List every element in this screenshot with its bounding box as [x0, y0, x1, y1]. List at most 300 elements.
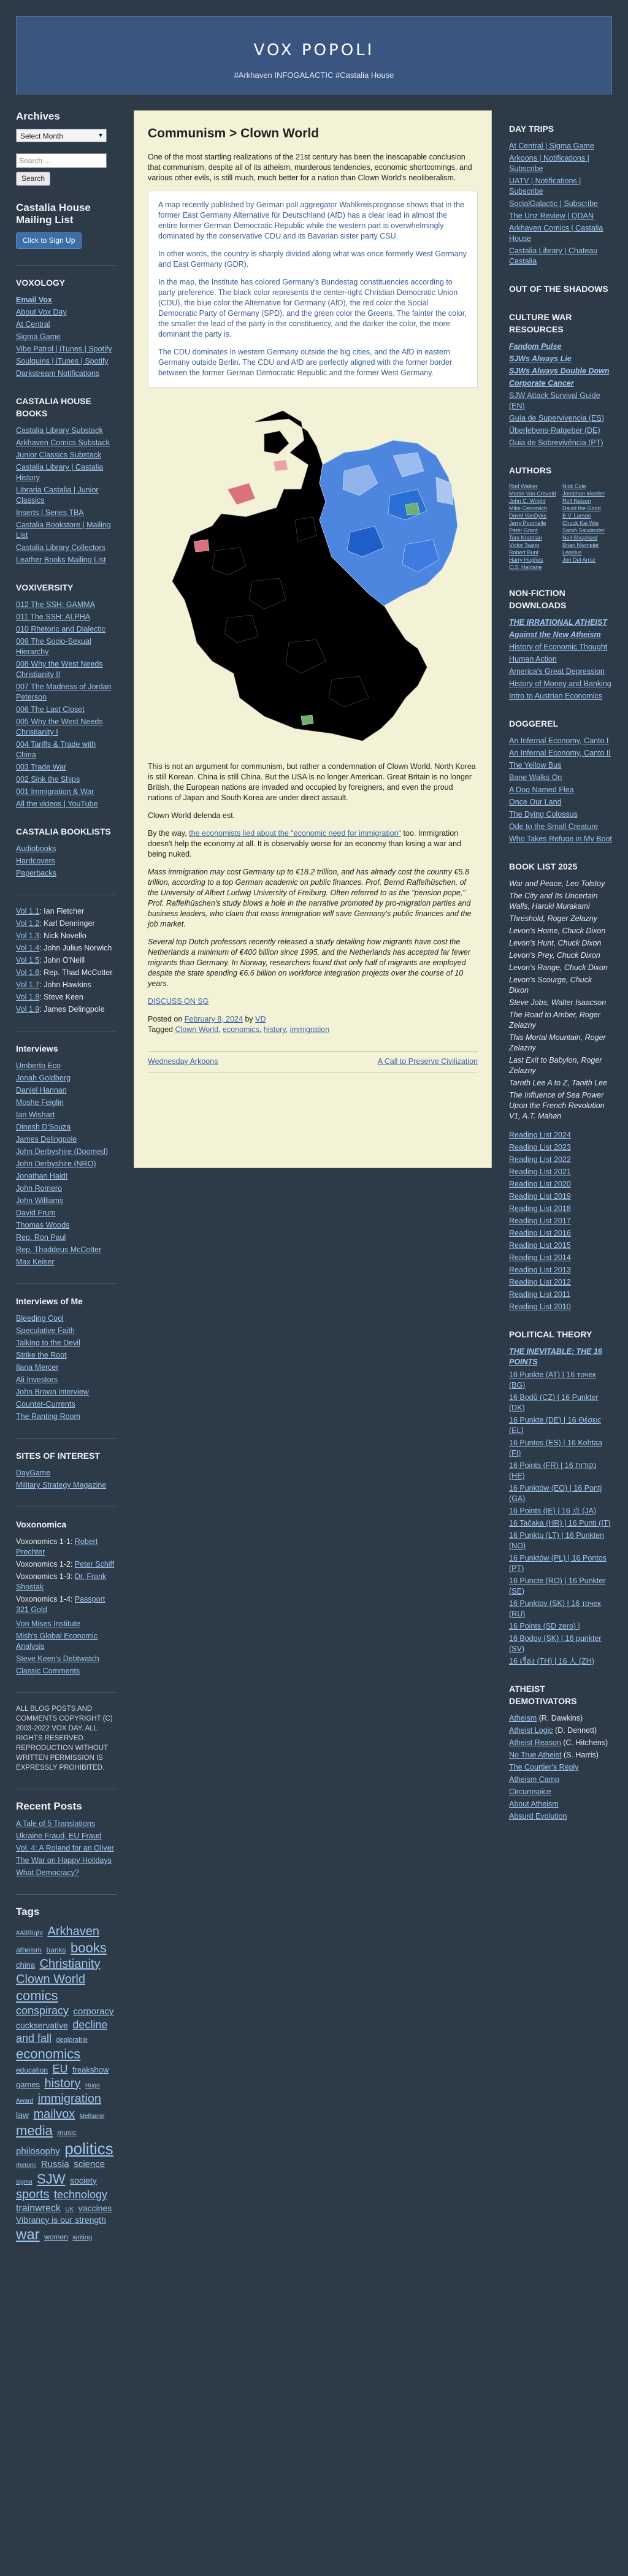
tag-link[interactable]: UK — [65, 2206, 74, 2213]
demotivator-link[interactable]: Atheism — [509, 1714, 537, 1722]
site-link[interactable]: DayGame — [16, 1469, 51, 1477]
sixteen-points-link[interactable]: 16 Points (SD zero) | — [509, 1622, 580, 1630]
sixteen-points-link[interactable]: 16 Bodů (CZ) | 16 Punkter (DK) — [509, 1393, 599, 1412]
interview-link[interactable]: Moshe Feiglin — [16, 1098, 64, 1107]
interview-link[interactable]: John Williams — [16, 1196, 64, 1205]
voxology-link[interactable]: At Central — [16, 320, 50, 329]
tag-link[interactable]: society — [70, 2175, 97, 2185]
voxiversity-link[interactable]: 008 Why the West Needs Christianity II — [16, 660, 103, 679]
demotivator-link[interactable]: No True Atheist — [509, 1751, 562, 1759]
divider — [16, 1283, 117, 1284]
books-item — [16, 508, 117, 518]
text: by — [242, 1015, 256, 1023]
culture-link[interactable]: Guía de Supervivencia (ES) — [509, 414, 604, 422]
voxiversity-link[interactable]: 003 Trade War — [16, 763, 67, 771]
nonfiction-link[interactable]: History of Economic Thought — [509, 643, 608, 651]
volume-link[interactable]: Vol 1.1 — [16, 907, 40, 915]
interview-item — [16, 1183, 117, 1194]
volume-link[interactable]: Vol 1.2 — [16, 919, 40, 928]
nonfiction-link[interactable]: History of Money and Banking — [509, 679, 611, 688]
interview-link[interactable]: John Derbyshire (NRO) — [16, 1160, 96, 1168]
sixteen-points-link[interactable]: 16 Punkte (DE) | 16 Θέσεις (EL) — [509, 1416, 602, 1435]
sixteen-points-item — [509, 1438, 612, 1459]
author-link[interactable]: Lepidus — [562, 549, 582, 556]
author-link[interactable]: Peter Grant — [509, 527, 538, 533]
voxiversity-item — [16, 624, 117, 635]
interview-item — [16, 1098, 117, 1108]
tag-link[interactable]: china — [16, 1960, 36, 1970]
interview-link[interactable]: Thomas Woods — [16, 1221, 70, 1229]
tag-link[interactable]: EU — [52, 2063, 68, 2076]
interview-of-me-link[interactable]: Ilana Mercer — [16, 1363, 59, 1372]
interview-item — [16, 1147, 117, 1157]
voxology-link[interactable]: Vibe Patrol | iTunes | Spotify — [16, 345, 112, 353]
tag-link[interactable]: Christianity — [39, 1957, 101, 1971]
signup-button[interactable]: Click to Sign Up — [16, 232, 82, 249]
reading-list-link[interactable]: Reading List 2022 — [509, 1155, 571, 1164]
interview-of-me-link[interactable]: Ali Investors — [16, 1375, 58, 1384]
tag-link[interactable]: rhetoric — [16, 2161, 37, 2169]
recent-post-link[interactable]: A Tale of 5 Translations — [16, 1819, 96, 1828]
daytrip-link[interactable]: At Central | Sigma Game — [509, 142, 594, 150]
voxiversity-link[interactable]: 004 Tariffs & Trade with China — [16, 740, 96, 759]
booklists-widget — [16, 825, 117, 879]
book-entry: Levon's Hunt, Chuck Dixon — [509, 939, 602, 947]
daytrip-link[interactable]: UATV | Notifications | Subscribe — [509, 177, 581, 196]
doggerel-link[interactable]: Bane Walks On — [509, 773, 562, 782]
sixteen-points-link[interactable]: 16 Punktów (PL) | 16 Pontos (PT) — [509, 1554, 607, 1573]
author-link[interactable]: B.V. Larson — [562, 513, 591, 519]
interview-link[interactable]: James Delingpole — [16, 1135, 77, 1144]
tag-link[interactable]: SJW — [37, 2171, 66, 2187]
tag-link[interactable]: #AllRight — [16, 1930, 44, 1937]
interview-link[interactable]: Jonah Goldberg — [16, 1074, 71, 1082]
author-link[interactable]: Chuck Kai Wie — [562, 520, 599, 526]
culture-featured-link[interactable]: Corporate Cancer — [509, 379, 574, 388]
tag-link[interactable]: history — [44, 2076, 81, 2090]
demotivator-link[interactable]: Atheist Logic — [509, 1726, 553, 1735]
tag-link[interactable]: economics — [16, 2046, 81, 2062]
author-link[interactable]: C.S. Haldane — [509, 564, 542, 570]
books-item — [16, 555, 117, 565]
interview-link[interactable]: Rep. Thaddeus McCotter — [16, 1245, 102, 1254]
booklists-link[interactable]: Paperbacks — [16, 869, 57, 877]
culture-item — [509, 438, 612, 448]
author-link[interactable]: Martin Van Creveld — [509, 491, 556, 497]
demotivator-link[interactable]: About Atheism — [509, 1800, 559, 1808]
tag-link[interactable]: technology — [53, 2188, 108, 2201]
tag-link[interactable]: banks — [46, 1946, 66, 1954]
economists-link[interactable]: the economists lied about the "economic need for immigration" — [189, 829, 402, 838]
interview-link[interactable]: David Frum — [16, 1209, 56, 1217]
site-title[interactable]: VOX POPOLI — [253, 41, 375, 59]
reading-list-item — [509, 1191, 612, 1202]
interview-of-me-link[interactable]: The Ranting Room — [16, 1412, 80, 1421]
daytrip-link[interactable]: Castalia Library | Chateau Castalia — [509, 247, 598, 266]
archives-select[interactable] — [16, 129, 107, 142]
tag-link[interactable]: deplorable — [56, 2036, 88, 2044]
interview-of-me-link[interactable]: Bleeding Cool — [16, 1314, 64, 1323]
nonfiction-list — [509, 642, 612, 701]
recent-posts-heading: Recent Posts — [16, 1800, 82, 1812]
tag-link[interactable]: games — [16, 2079, 40, 2089]
reading-list-link[interactable]: Reading List 2010 — [509, 1302, 571, 1311]
author-link[interactable]: Rolf Nelson — [562, 498, 591, 504]
sixteen-points-link[interactable]: 16 Points (FR) | 16 נקודות (HE) — [509, 1461, 597, 1480]
text: too. Immigration doesn't help the economy at all. It is observably worse for an economy than losing a war and being nuked. — [148, 829, 462, 858]
culture-featured-link[interactable]: Fandom Pulse — [509, 342, 562, 351]
demotivator-link[interactable]: The Courtier's Reply — [509, 1763, 579, 1771]
voxiversity-link[interactable]: 002 Sink the Ships — [16, 775, 80, 784]
culture-link[interactable]: Guia de Sobrevivência (PT) — [509, 438, 603, 447]
right-sidebar — [509, 123, 612, 1838]
doggerel-item — [509, 773, 612, 783]
tag-link[interactable]: cuckservative — [16, 2020, 68, 2030]
text: Posted on — [148, 1015, 185, 1023]
voxonomica-extra-link[interactable]: Von Mises Institute — [16, 1619, 80, 1628]
reading-list-link[interactable]: Reading List 2014 — [509, 1253, 571, 1262]
voxology-link[interactable]: Darkstream Notifications — [16, 369, 100, 378]
author-link[interactable]: Robert Bunt — [509, 549, 539, 556]
books-link[interactable]: Castalia Library Collectors — [16, 543, 105, 552]
post-date-link[interactable]: February 8, 2024 — [184, 1015, 243, 1023]
doggerel-item — [509, 822, 612, 832]
reading-list-link[interactable]: Reading List 2018 — [509, 1204, 571, 1213]
volume-link[interactable]: Vol 1.4 — [16, 944, 40, 952]
voxology-link[interactable]: Soulquins | iTunes | Spotify — [16, 357, 109, 365]
interview-link[interactable]: Max Keiser — [16, 1258, 55, 1266]
voxiversity-link[interactable]: 009 The Socio-Sexual Hierarchy — [16, 637, 91, 656]
author-link[interactable]: David the Good — [562, 505, 601, 511]
demotivator-link[interactable]: Atheist Reason — [509, 1738, 561, 1747]
author-link[interactable]: VD — [255, 1015, 266, 1023]
tag-link[interactable]: corporacy — [73, 2006, 114, 2017]
doggerel-link[interactable]: Once Our Land — [509, 798, 562, 806]
voxiversity-link[interactable]: 006 The Last Closet — [16, 705, 85, 714]
sixteen-points-link[interactable]: 16 Bodov (SK) | 16 punkter (SV) — [509, 1634, 602, 1653]
sixteen-points-link[interactable]: 16 Points (IE) | 16 点 (JA) — [509, 1507, 597, 1515]
books-link[interactable]: Inserts | Series TBA — [16, 508, 84, 517]
sixteen-points-item — [509, 1415, 612, 1436]
interview-link[interactable]: John Romero — [16, 1184, 63, 1193]
books-link[interactable]: Junior Classics Substack — [16, 451, 101, 459]
reading-list-link[interactable]: Reading List 2019 — [509, 1192, 571, 1201]
demotivator-link[interactable]: Circumspice — [509, 1787, 551, 1796]
tag-link[interactable]: politics — [64, 2139, 113, 2158]
tag-link[interactable]: media — [16, 2122, 53, 2138]
volume-link[interactable]: Vol 1.3 — [16, 931, 40, 940]
sixteen-points-link[interactable]: 16 Punktów (EO) | 16 Pontj (GA) — [509, 1484, 602, 1503]
shadows-widget — [509, 283, 612, 295]
author-link[interactable]: Brian Niemeier — [562, 542, 599, 548]
book-entry: The Road to Amber, Roger Zelazny — [509, 1011, 600, 1030]
tag-link[interactable]: education — [16, 2066, 48, 2075]
reading-list-link[interactable]: Reading List 2015 — [509, 1241, 571, 1250]
voxiversity-link[interactable]: 007 The Madness of Jordan Peterson — [16, 682, 112, 701]
voxiversity-link[interactable]: 011 The SSH: ALPHA — [16, 613, 91, 621]
books-link[interactable]: Libraria Castalia | Junior Classics — [16, 486, 99, 505]
volume-link[interactable]: Vol 1.7 — [16, 980, 40, 989]
book-entry: This Mortal Mountain, Roger Zelazny — [509, 1033, 606, 1052]
tag-link[interactable]: women — [44, 2233, 68, 2241]
tag-link[interactable]: Melhanie — [79, 2112, 105, 2120]
recent-post-link[interactable]: The War on Happy Holidays — [16, 1856, 112, 1865]
author-link[interactable]: David VanDyke — [509, 513, 547, 519]
sixteen-points-link[interactable]: 16 Tačaka (HR) | 16 Punti (IT) — [509, 1519, 611, 1527]
culture-featured-link[interactable]: SJWs Always Double Down — [509, 367, 610, 375]
author-link[interactable]: Jon Del Arroz — [562, 557, 596, 563]
recent-post-item — [16, 1856, 117, 1866]
books-link[interactable]: Castalia Bookstore | Mailing List — [16, 521, 111, 540]
voxonomica-widget — [16, 1518, 117, 1676]
nonfiction-link[interactable]: Intro to Austrian Economics — [509, 692, 603, 700]
tag-link[interactable]: Vibrancy is our strength — [16, 2215, 106, 2225]
daytrip-link[interactable]: The Unz Review | QDAN — [509, 212, 594, 220]
voxonomica-extra-link[interactable]: Mish's Global Economic Analysis — [16, 1632, 98, 1651]
books-link[interactable]: Arkhaven Comics Substack — [16, 438, 110, 447]
next-post-link[interactable]: A Call to Preserve Civilization — [377, 1057, 478, 1066]
search-button[interactable]: Search — [16, 172, 50, 186]
culture-list — [509, 391, 612, 448]
demotivator-link[interactable]: Absurd Evolution — [509, 1812, 567, 1821]
tag-link[interactable]: Russia — [40, 2158, 69, 2169]
recent-post-item — [16, 1843, 117, 1854]
post-title[interactable]: Communism > Clown World — [148, 126, 320, 140]
interview-link[interactable]: Ian Wishart — [16, 1110, 55, 1119]
interview-of-me-link[interactable]: Counter-Currents — [16, 1400, 75, 1408]
book-entry: Steve Jobs, Walter Isaacson — [509, 998, 607, 1007]
demotivator-link[interactable]: Atheism Camp — [509, 1775, 559, 1784]
reading-list-link[interactable]: Reading List 2023 — [509, 1143, 571, 1152]
tag-link[interactable]: mailvox — [33, 2107, 75, 2121]
tag-link[interactable]: philosophy — [16, 2146, 60, 2157]
voxonomica-link[interactable]: Dr. Frank Shostak — [16, 1572, 107, 1591]
books-link[interactable]: Castalia Library | Castalia History — [16, 463, 104, 482]
nonfiction-link[interactable]: America's Great Depression — [509, 667, 605, 676]
doggerel-link[interactable]: Ode to the Small Creature — [509, 822, 599, 831]
sixteen-points-link[interactable]: 16 Punktov (SK) | 16 точек (RU) — [509, 1599, 601, 1618]
author-link[interactable]: Neil Shepherd — [562, 535, 598, 541]
interview-of-me-link[interactable]: Strike the Root — [16, 1351, 67, 1359]
tag-link[interactable]: sports — [16, 2188, 50, 2201]
tag-link[interactable]: decline and fall — [16, 2018, 108, 2045]
booklists-link[interactable]: Hardcovers — [16, 857, 55, 865]
voxiversity-item — [16, 682, 117, 703]
voxonomica-link[interactable]: Robert Prechter — [16, 1537, 98, 1556]
voxonomica-episode: Voxonomics 1-2: — [16, 1560, 75, 1569]
volume-guest: : John O'Neill — [39, 956, 85, 965]
book-entry: Levon's Range, Chuck Dixon — [509, 963, 608, 972]
culture-link[interactable]: SJW Attack Survival Guide (EN) — [509, 391, 600, 410]
doggerel-link[interactable]: Who Takes Refuge in My Boot — [509, 835, 612, 843]
voxiversity-link[interactable]: 012 The SSH: GAMMA — [16, 600, 95, 609]
doggerel-item — [509, 785, 612, 795]
author-link[interactable]: Victor Tsang — [509, 542, 540, 548]
interviews-me-list — [16, 1313, 117, 1422]
daytrip-link[interactable]: SocialGalactic | Subscribe — [509, 199, 598, 208]
voxology-link[interactable]: Sigma Game — [16, 332, 61, 341]
interview-of-me-item — [16, 1313, 117, 1324]
nonfiction-featured-link[interactable]: THE IRRATIONAL ATHEIST — [509, 618, 607, 627]
voxology-link[interactable]: About Vox Day — [16, 308, 67, 316]
culture-link[interactable]: Überlebens-Ratgeber (DE) — [509, 426, 600, 435]
tag-link[interactable]: immigration — [37, 2092, 102, 2106]
voxonomica-link[interactable]: Peter Schiff — [74, 1560, 115, 1569]
voxology-link[interactable]: Email Vox — [16, 296, 52, 304]
interview-link[interactable]: Umberto Eco — [16, 1061, 61, 1070]
author-link[interactable]: John C. Wright — [509, 498, 546, 504]
books-list — [16, 426, 117, 565]
voxology-item — [16, 319, 117, 330]
interview-link[interactable]: John Derbyshire (Doomed) — [16, 1147, 109, 1156]
volume-guest: : Nick Novello — [39, 931, 86, 940]
tag-link[interactable]: atheism — [16, 1946, 42, 1954]
sixteen-points-link[interactable]: 16 เรื่อง (TH) | 16 人 (ZH) — [509, 1657, 594, 1665]
volume-link[interactable]: Vol 1.6 — [16, 968, 40, 977]
theory-bold[interactable] — [509, 1347, 612, 1367]
tag-link[interactable]: science — [74, 2158, 105, 2169]
reading-list-item — [509, 1240, 612, 1251]
tag-link[interactable]: trainwreck — [16, 2203, 61, 2214]
doggerel-link[interactable]: A Dog Named Flea — [509, 785, 574, 794]
post-tag-link[interactable]: history — [263, 1025, 286, 1034]
nonfiction-item — [509, 691, 612, 701]
daytrip-link[interactable]: Arkoons | Notifications | Subscribe — [509, 154, 589, 173]
tag-link[interactable]: freakshow — [72, 2065, 109, 2075]
author-link[interactable]: Jerry Pournelle — [509, 520, 546, 526]
voxiversity-item — [16, 600, 117, 610]
voxiversity-link[interactable]: 005 Why the West Needs Christianity I — [16, 717, 103, 736]
search-input[interactable] — [16, 153, 107, 168]
tag-link[interactable]: sigma — [16, 2178, 33, 2185]
inevitable-link[interactable]: THE INEVITABLE: THE 16 POINTS — [509, 1347, 602, 1366]
author-link[interactable]: Harry Hughes — [509, 557, 543, 563]
doggerel-link[interactable]: An Infernal Economy, Canto II — [509, 749, 611, 757]
volume-link[interactable]: Vol 1.8 — [16, 993, 40, 1001]
tag-link[interactable]: books — [71, 1940, 107, 1955]
author-link[interactable]: Rod Walker — [509, 483, 538, 489]
tag-link[interactable]: law — [16, 2109, 29, 2120]
books-link[interactable]: Leather Books Mailing List — [16, 556, 106, 564]
post-tag-link[interactable]: Clown World — [175, 1025, 219, 1034]
reading-list-item — [509, 1216, 612, 1226]
doggerel-link[interactable]: An Infernal Economy, Canto I — [509, 736, 609, 745]
author-link[interactable]: Mike Cernovich — [509, 505, 548, 511]
voxonomica-extra-item — [16, 1631, 117, 1652]
tag-link[interactable]: comics — [16, 1987, 58, 2003]
tag-link[interactable]: vaccines — [78, 2203, 112, 2213]
reading-list-link[interactable]: Reading List 2021 — [509, 1168, 571, 1176]
reading-lists — [509, 1130, 612, 1312]
post-tag-link[interactable]: economics — [223, 1025, 259, 1034]
interview-of-me-link[interactable]: Talking to the Devil — [16, 1339, 80, 1347]
doggerel-link[interactable]: The Dying Colossus — [509, 810, 578, 819]
interview-of-me-link[interactable]: Speculative Faith — [16, 1326, 75, 1335]
interview-item — [16, 1257, 117, 1267]
books-link[interactable]: Castalia Library Substack — [16, 426, 103, 435]
interview-link[interactable]: Jonathan Haidt — [16, 1172, 68, 1180]
tag-link[interactable]: Arkhaven — [47, 1925, 100, 1938]
interview-item — [16, 1245, 117, 1255]
voxonomica-extra-link[interactable]: Steve Keen's Debtwatch — [16, 1654, 99, 1663]
volume-guest: : John Hawkins — [39, 980, 91, 989]
demotivator-item — [509, 1738, 612, 1748]
voxonomica-extra-link[interactable]: Classic Comments — [16, 1667, 80, 1675]
post-tag-link[interactable]: immigration — [289, 1025, 330, 1034]
recent-post-link[interactable]: What Democracy? — [16, 1868, 79, 1877]
voxonomica-link[interactable]: Passport 321 Gold — [16, 1595, 105, 1614]
daytrip-item — [509, 199, 612, 209]
reading-list-link[interactable]: Reading List 2013 — [509, 1266, 571, 1274]
voxonomica-item — [16, 1537, 117, 1557]
reading-list-link[interactable]: Reading List 2020 — [509, 1180, 571, 1188]
reading-list-link[interactable]: Reading List 2016 — [509, 1229, 571, 1237]
voxiversity-link[interactable]: 010 Rhetoric and Dialectic — [16, 625, 105, 633]
daytrip-link[interactable]: Arkhaven Comics | Castalia House — [509, 224, 603, 243]
reading-list-link[interactable]: Reading List 2024 — [509, 1131, 571, 1139]
volume-link[interactable]: Vol 1.5 — [16, 956, 40, 965]
voxiversity-heading: VOXIVERSITY — [16, 583, 74, 592]
voxonomica-heading: Voxonomica — [16, 1519, 67, 1529]
author-link[interactable]: Jonathan Moeller — [562, 491, 605, 497]
culture-featured-link[interactable]: SJWs Always Lie — [509, 354, 572, 363]
author-link[interactable] — [562, 564, 612, 571]
tag-link[interactable]: writing — [72, 2234, 93, 2241]
sixteen-points-link[interactable]: 16 Punktų (LT) | 16 Punkten (NO) — [509, 1531, 605, 1550]
author-link[interactable]: Tom Kratman — [509, 535, 542, 541]
volume-link[interactable]: Vol 1.9 — [16, 1005, 40, 1014]
site-link[interactable]: Military Strategy Magazine — [16, 1481, 107, 1489]
sixteen-points-link[interactable]: 16 Puntos (ES) | 16 Kohtaa (FI) — [509, 1439, 602, 1458]
tag-link[interactable]: war — [16, 2226, 40, 2243]
reading-list-link[interactable]: Reading List 2017 — [509, 1217, 571, 1225]
sixteen-points-link[interactable]: 16 Punkte (AT) | 16 точек (BG) — [509, 1370, 596, 1389]
volume-guest: : Steve Keen — [39, 993, 83, 1001]
recent-post-link[interactable]: Vol. 4: A Roland for an Oliver — [16, 1844, 114, 1852]
voxiversity-link[interactable]: All the videos | YouTube — [16, 800, 98, 808]
doggerel-link[interactable]: The Yellow Bus — [509, 761, 562, 770]
voxology-item — [16, 356, 117, 367]
interview-item — [16, 1061, 117, 1071]
interview-link[interactable]: Daniel Hannan — [16, 1086, 67, 1095]
tag-link[interactable]: music — [57, 2128, 77, 2137]
previous-post-link[interactable]: Wednesday Arkoons — [148, 1057, 218, 1066]
voxiversity-link[interactable]: 001 Immigration & War — [16, 787, 94, 796]
demotivator-credit: (S. Harris) — [561, 1751, 599, 1759]
tag-link[interactable]: Hugo Award — [16, 2082, 100, 2104]
interview-of-me-link[interactable]: John Brown interview — [16, 1388, 89, 1396]
tag-link[interactable]: conspiracy — [16, 2005, 69, 2017]
nonfiction-link[interactable]: Human Action — [509, 655, 557, 663]
tag-link[interactable]: Clown World — [16, 1972, 85, 1986]
discuss-link[interactable]: DISCUSS ON SG — [148, 997, 209, 1006]
reading-list-link[interactable]: Reading List 2011 — [509, 1290, 570, 1299]
recent-post-link[interactable]: Ukraine Fraud, EU Fraud — [16, 1832, 102, 1840]
booklists-link[interactable]: Audiobooks — [16, 844, 56, 853]
author-link[interactable]: Nick Cole — [562, 483, 586, 489]
interview-link[interactable]: Rep. Ron Paul — [16, 1233, 66, 1242]
volume-item — [16, 1004, 117, 1015]
nonfiction-featured-link[interactable]: Against the New Atheism — [509, 630, 601, 639]
sixteen-points-item — [509, 1621, 612, 1632]
interview-link[interactable]: Dinesh D'Souza — [16, 1123, 71, 1131]
author-link[interactable]: Sarah Salviander — [562, 527, 605, 533]
reading-list-link[interactable]: Reading List 2012 — [509, 1278, 571, 1286]
sixteen-points-link[interactable]: 16 Puncte (RO) | 16 Punkter (SE) — [509, 1577, 606, 1596]
books-item — [16, 543, 117, 553]
quote-paragraph: In the map, the Institute has colored Germany's Bundestag constituencies according to party preference. The black color represents the center-right Christian Democratic Union (CDU), the blue color the Alternative for Germany (AfD), the red color the Social Democratic Party of Germany (SPD), and the green color the Greens. The fainter the color, the smaller the lead of the party in the constituency, and the darker the color, the more dominant the party is. — [158, 278, 467, 338]
authors-widget — [509, 464, 612, 571]
